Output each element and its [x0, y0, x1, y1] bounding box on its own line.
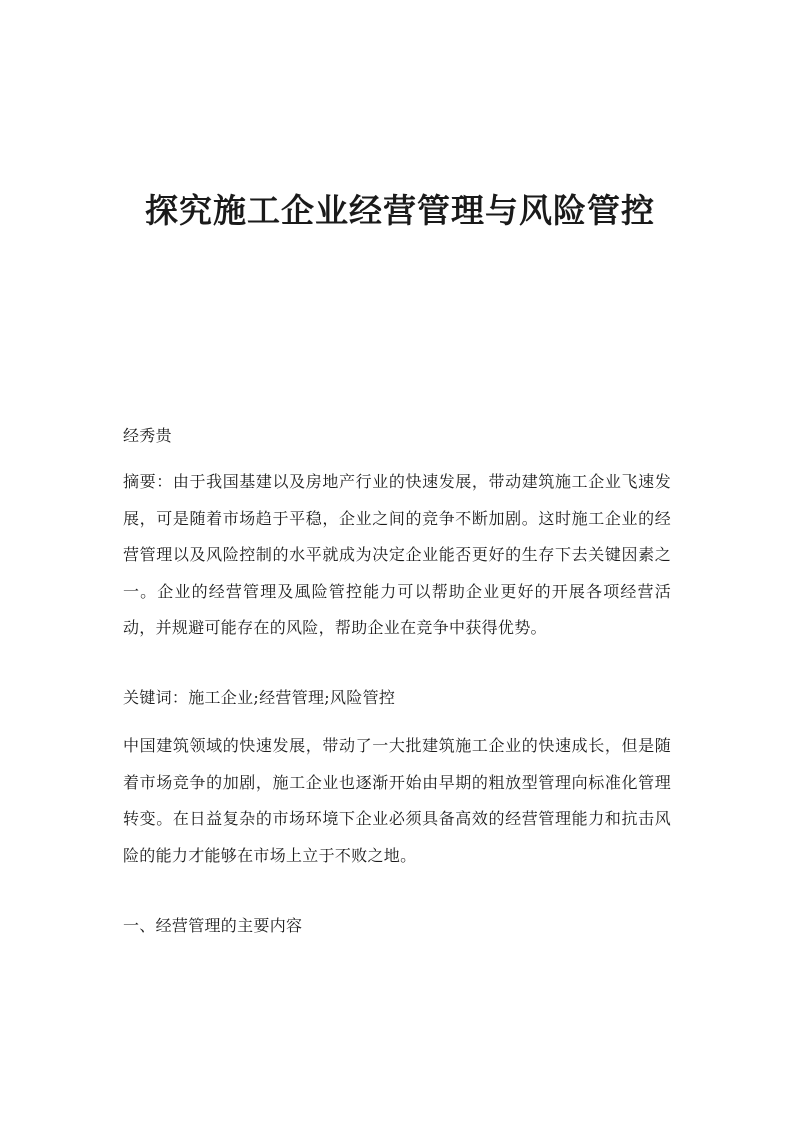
section-heading: 一、经营管理的主要内容 [123, 916, 303, 935]
author-name: 经秀贵 [123, 426, 172, 445]
keywords-line: 关键词：施工企业;经营管理;风险管控 [123, 688, 396, 707]
intro-paragraph: 中国建筑领域的快速发展，带动了一大批建筑施工企业的快速成长，但是随着市场竞争的加剧，施工企业也逐渐开始由早期的粗放型管理向标准化管理转变。在日益复杂的市场环境下企业必须具备高效的经营管理能力和抗击风险的能力才能够在市场上立于不败之地。 [123, 736, 671, 865]
abstract-paragraph: 摘要：由于我国基建以及房地产行业的快速发展，带动建筑施工企业飞速发展，可是随着市场趋于平稳，企业之间的竞争不断加剧。这时施工企业的经营管理以及风险控制的水平就成为决定企业能否更好的生存下去关键因素之一。企业的经营管理及風险管控能力可以帮助企业更好的开展各项经营活动，并规避可能存在的风险，帮助企业在竞争中获得优势。 [123, 472, 671, 637]
document-title: 探究施工企业经营管理与风险管控 [145, 191, 655, 230]
